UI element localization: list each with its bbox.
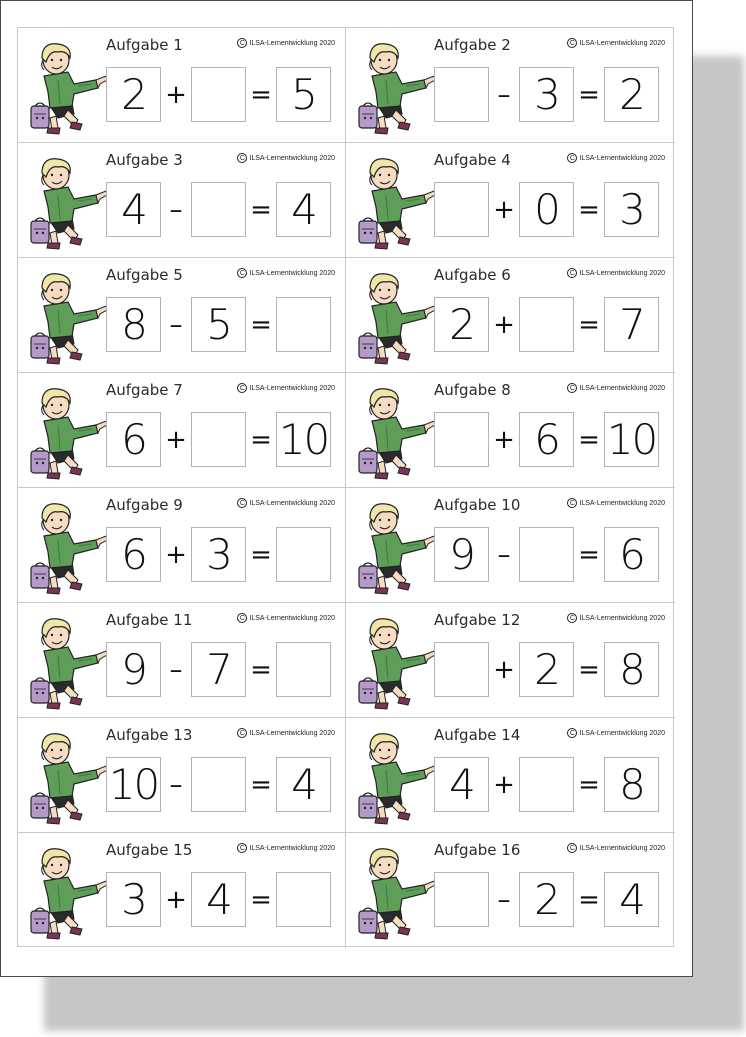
copyright-text: ILSA-Lernentwicklung 2020 [249,844,335,852]
task-title: Aufgabe 12 [434,611,521,629]
first-operand-box: 2 [434,297,489,352]
operator-sign: – [497,539,511,570]
operator-sign: + [493,769,515,800]
equals-sign: = [250,79,272,110]
copyright-text: ILSA-Lernentwicklung 2020 [579,844,665,852]
copyright-text: ILSA-Lernentwicklung 2020 [579,729,665,737]
second-operand-box [191,67,246,122]
second-operand-box: 7 [191,642,246,697]
task-card-10 [346,488,675,603]
copyright-text: ILSA-Lernentwicklung 2020 [249,39,335,47]
equals-sign: = [578,769,600,800]
task-card-7 [18,373,346,488]
first-operand-box [434,872,489,927]
task-card-11 [18,603,346,718]
equals-sign: = [250,654,272,685]
equation [106,297,338,352]
copyright-note [567,498,665,508]
operator-sign: – [169,654,183,685]
copyright-icon: C [567,153,577,163]
task-card-9 [18,488,346,603]
second-operand-box: 2 [519,642,574,697]
copyright-icon: C [237,843,247,853]
schoolchild-illustration [356,381,436,481]
task-title: Aufgabe 1 [106,36,183,54]
schoolchild-illustration [28,266,108,366]
copyright-text: ILSA-Lernentwicklung 2020 [249,384,335,392]
schoolchild-illustration [356,611,436,711]
equals-sign: = [578,79,600,110]
task-title: Aufgabe 16 [434,841,521,859]
operator-sign: + [165,884,187,915]
equals-sign: = [250,884,272,915]
task-title: Aufgabe 8 [434,381,511,399]
result-box: 6 [604,527,659,582]
second-operand-box [191,412,246,467]
copyright-text: ILSA-Lernentwicklung 2020 [579,269,665,277]
equation [106,757,338,812]
result-box [276,872,331,927]
first-operand-box: 6 [106,527,161,582]
task-title: Aufgabe 9 [106,496,183,514]
first-operand-box: 6 [106,412,161,467]
copyright-text: ILSA-Lernentwicklung 2020 [579,499,665,507]
task-title: Aufgabe 10 [434,496,521,514]
schoolchild-illustration [356,36,436,136]
first-operand-box [434,67,489,122]
equation [434,757,666,812]
schoolchild-illustration [356,266,436,366]
task-card-3 [18,143,346,258]
operator-sign: – [169,769,183,800]
copyright-text: ILSA-Lernentwicklung 2020 [249,729,335,737]
schoolchild-illustration [356,841,436,941]
operator-sign: + [493,424,515,455]
copyright-icon: C [237,153,247,163]
equation [434,412,666,467]
second-operand-box [519,757,574,812]
equals-sign: = [578,424,600,455]
task-title: Aufgabe 2 [434,36,511,54]
copyright-text: ILSA-Lernentwicklung 2020 [249,499,335,507]
equation [106,527,338,582]
copyright-note [237,728,335,738]
result-box: 4 [604,872,659,927]
copyright-icon: C [567,498,577,508]
task-card-13 [18,718,346,833]
equation [434,527,666,582]
equation [106,642,338,697]
task-title: Aufgabe 4 [434,151,511,169]
task-card-2 [346,28,675,143]
copyright-icon: C [567,728,577,738]
task-card-14 [346,718,675,833]
second-operand-box: 6 [519,412,574,467]
operator-sign: + [165,424,187,455]
operator-sign: + [165,79,187,110]
result-box: 8 [604,642,659,697]
equals-sign: = [578,884,600,915]
task-title: Aufgabe 15 [106,841,193,859]
result-box: 8 [604,757,659,812]
first-operand-box: 2 [106,67,161,122]
task-title: Aufgabe 11 [106,611,193,629]
second-operand-box [519,527,574,582]
schoolchild-illustration [28,726,108,826]
equation [434,642,666,697]
operator-sign: + [493,309,515,340]
task-card-12 [346,603,675,718]
task-title: Aufgabe 7 [106,381,183,399]
second-operand-box: 0 [519,182,574,237]
equation [106,182,338,237]
task-card-grid [17,27,674,947]
copyright-text: ILSA-Lernentwicklung 2020 [579,154,665,162]
equals-sign: = [250,194,272,225]
equation [434,182,666,237]
first-operand-box [434,642,489,697]
first-operand-box [434,182,489,237]
copyright-note [237,498,335,508]
copyright-text: ILSA-Lernentwicklung 2020 [249,269,335,277]
task-card-4 [346,143,675,258]
first-operand-box: 4 [434,757,489,812]
copyright-icon: C [237,498,247,508]
equals-sign: = [250,424,272,455]
schoolchild-illustration [28,611,108,711]
result-box: 10 [276,412,331,467]
result-box: 5 [276,67,331,122]
schoolchild-illustration [28,36,108,136]
equation [106,872,338,927]
copyright-note [567,153,665,163]
second-operand-box [519,297,574,352]
copyright-text: ILSA-Lernentwicklung 2020 [579,614,665,622]
first-operand-box: 4 [106,182,161,237]
copyright-icon: C [567,383,577,393]
copyright-icon: C [567,613,577,623]
schoolchild-illustration [28,381,108,481]
copyright-icon: C [567,268,577,278]
second-operand-box: 3 [191,527,246,582]
task-card-16 [346,833,675,948]
copyright-note [567,38,665,48]
task-title: Aufgabe 6 [434,266,511,284]
first-operand-box: 8 [106,297,161,352]
operator-sign: + [493,194,515,225]
task-title: Aufgabe 14 [434,726,521,744]
copyright-icon: C [237,613,247,623]
equals-sign: = [578,309,600,340]
first-operand-box: 3 [106,872,161,927]
copyright-icon: C [237,38,247,48]
task-title: Aufgabe 13 [106,726,193,744]
copyright-icon: C [237,268,247,278]
second-operand-box: 4 [191,872,246,927]
task-card-6 [346,258,675,373]
task-card-5 [18,258,346,373]
copyright-note [237,383,335,393]
second-operand-box: 2 [519,872,574,927]
operator-sign: – [497,79,511,110]
equation [106,412,338,467]
copyright-note [237,268,335,278]
second-operand-box [191,757,246,812]
operator-sign: – [169,309,183,340]
copyright-icon: C [237,728,247,738]
equals-sign: = [578,539,600,570]
task-card-15 [18,833,346,948]
copyright-text: ILSA-Lernentwicklung 2020 [579,384,665,392]
copyright-note [237,153,335,163]
operator-sign: – [497,884,511,915]
copyright-note [237,613,335,623]
result-box: 7 [604,297,659,352]
second-operand-box [191,182,246,237]
schoolchild-illustration [356,496,436,596]
first-operand-box: 10 [106,757,161,812]
equals-sign: = [578,654,600,685]
result-box: 4 [276,182,331,237]
operator-sign: – [169,194,183,225]
copyright-note [237,843,335,853]
schoolchild-illustration [28,496,108,596]
copyright-note [567,613,665,623]
result-box: 10 [604,412,659,467]
copyright-note [237,38,335,48]
equals-sign: = [578,194,600,225]
copyright-text: ILSA-Lernentwicklung 2020 [249,614,335,622]
first-operand-box: 9 [106,642,161,697]
task-card-8 [346,373,675,488]
copyright-note [567,268,665,278]
equals-sign: = [250,769,272,800]
operator-sign: + [493,654,515,685]
operator-sign: + [165,539,187,570]
schoolchild-illustration [356,726,436,826]
second-operand-box: 5 [191,297,246,352]
task-title: Aufgabe 5 [106,266,183,284]
result-box [276,297,331,352]
equals-sign: = [250,539,272,570]
second-operand-box: 3 [519,67,574,122]
first-operand-box: 9 [434,527,489,582]
copyright-text: ILSA-Lernentwicklung 2020 [579,39,665,47]
equation [434,872,666,927]
copyright-icon: C [567,38,577,48]
result-box [276,527,331,582]
task-card-1 [18,28,346,143]
result-box: 4 [276,757,331,812]
result-box [276,642,331,697]
equals-sign: = [250,309,272,340]
schoolchild-illustration [28,841,108,941]
schoolchild-illustration [356,151,436,251]
result-box: 3 [604,182,659,237]
copyright-icon: C [237,383,247,393]
task-title: Aufgabe 3 [106,151,183,169]
equation [106,67,338,122]
result-box: 2 [604,67,659,122]
copyright-note [567,843,665,853]
equation [434,67,666,122]
copyright-note [567,728,665,738]
copyright-text: ILSA-Lernentwicklung 2020 [249,154,335,162]
first-operand-box [434,412,489,467]
copyright-note [567,383,665,393]
copyright-icon: C [567,843,577,853]
equation [434,297,666,352]
schoolchild-illustration [28,151,108,251]
